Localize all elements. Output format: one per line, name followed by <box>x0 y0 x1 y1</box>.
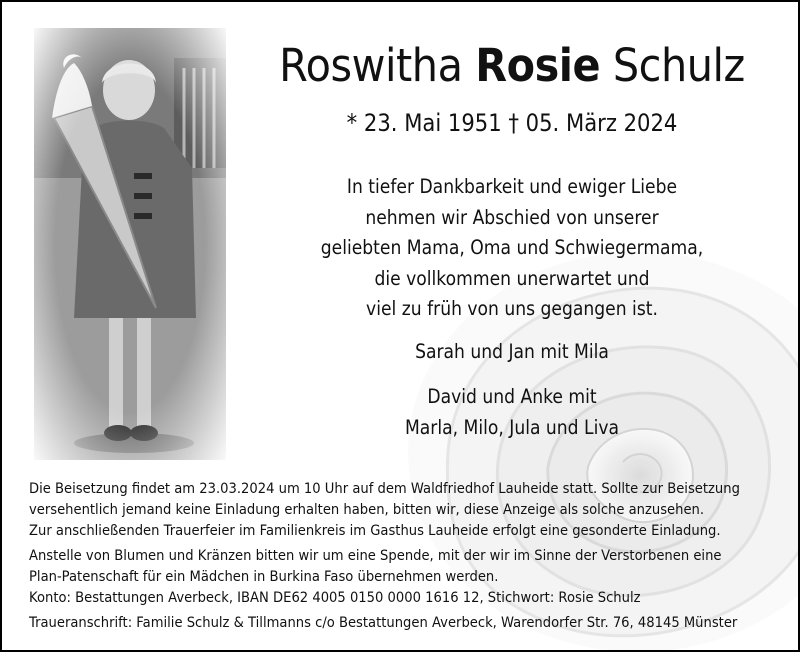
text-line: die vollkommen unerwartet und <box>374 266 650 290</box>
text-line: nehmen wir Abschied von unserer <box>365 205 659 229</box>
donation-line: Anstelle von Blumen und Kränzen bitten wir um eine Spende, mit der wir im Sinne der Verstorbenen eine <box>29 547 722 564</box>
farewell-text <box>318 172 705 325</box>
notice-line: Die Beisetzung findet am 23.03.2024 um 10 Uhr auf dem Waldfriedhof Lauheide statt. Sollte zur Beisetzung <box>29 480 740 497</box>
mourner-line: Marla, Milo, Jula und Liva <box>404 415 620 439</box>
mourners-group-1 <box>318 337 705 368</box>
life-dates: * 23. Mai 1951 † 05. März 2024 <box>346 109 678 137</box>
funeral-notice <box>29 478 740 633</box>
bank-account-line: Konto: Bestattungen Averbeck, IBAN DE62 4005 0150 0000 1616 12, Stichwort: Rosie Schulz <box>29 589 641 606</box>
last-name: Schulz <box>612 39 745 92</box>
text-line: In tiefer Dankbarkeit und ewiger Liebe <box>346 175 678 198</box>
mourner-line: Sarah und Jan mit Mila <box>415 340 609 363</box>
mourner-line: David und Anke mit <box>427 385 597 408</box>
text-line: geliebten Mama, Oma und Schwiegermama, <box>320 236 704 259</box>
nickname: Rosie <box>475 39 601 92</box>
first-name: Roswitha <box>279 39 463 92</box>
portrait-photo <box>34 28 226 460</box>
deceased-name <box>254 38 769 94</box>
notice-line: versehentlich jemand keine Einladung erhalten haben, bitten wir, diese Anzeige als solche anzusehen. <box>29 501 705 518</box>
notice-line: Zur anschließenden Trauerfeier im Familienkreis im Gasthus Lauheide erfolgt eine gesonderte Einladung. <box>29 522 721 539</box>
mourners-group-2 <box>318 382 705 443</box>
donation-line: Plan-Patenschaft für ein Mädchen in Burkina Faso übernehmen werden. <box>29 568 499 585</box>
text-line: viel zu früh von uns gegangen ist. <box>366 297 658 320</box>
mourning-address: Traueranschrift: Familie Schulz & Tillmanns c/o Bestattungen Averbeck, Warendorfer Str. 76, 48145 Münster <box>29 614 738 631</box>
